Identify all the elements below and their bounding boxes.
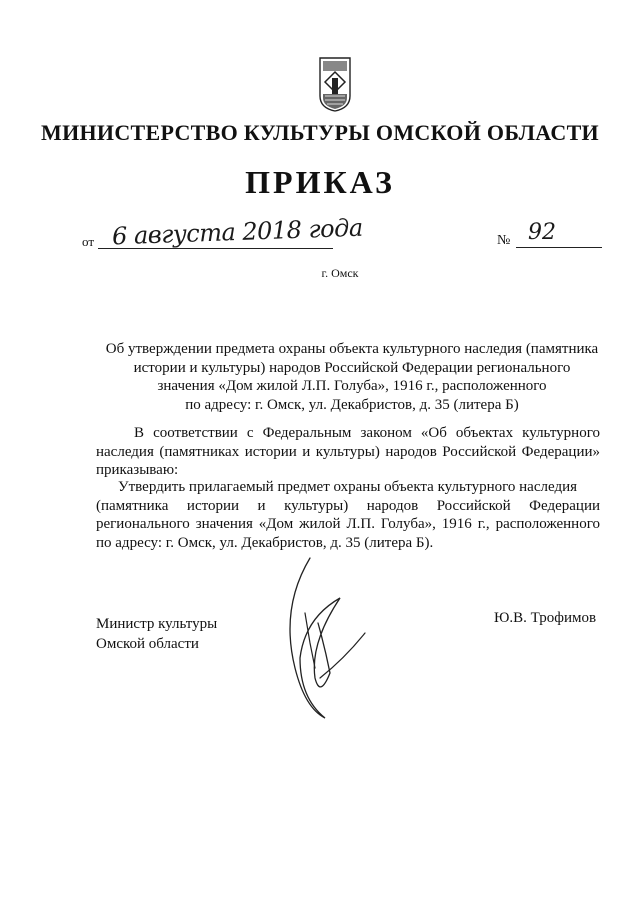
minister-position [96,614,217,654]
ministry-title: МИНИСТЕРСТВО КУЛЬТУРЫ ОМСКОЙ ОБЛАСТИ [41,120,599,145]
position-line: Омской области [96,636,199,652]
handwritten-signature [270,548,390,728]
legal-basis-paragraph: В соответствии с Федеральным законом «Об объектах культурного наследия (памятниках истории и культуры) народов Российской Федерации» приказываю: [96,425,600,478]
minister-name: Ю.В. Трофимов [494,610,597,626]
directive-first-line: Утвердить прилагаемый предмет охраны объекта культурного наследия [118,479,578,495]
date-prefix: от [82,234,95,249]
number-underline [516,247,602,248]
order-subject [82,340,622,414]
subject-line: истории и культуры) народов Российской Федерации регионального [133,359,571,376]
document-type-title: ПРИКАЗ [245,164,395,200]
handwritten-number: 92 [528,220,556,245]
subject-line: Об утверждении предмета охраны объекта культурного наследия (памятника [105,341,599,357]
omsk-coat-of-arms-icon [318,56,352,112]
number-prefix: № [497,233,511,248]
order-directive-paragraph [96,478,600,552]
directive-rest: (памятника истории и культуры) народов Российской Федерации регионального значения «Дом жилой Л.П. Голуба», 1916 г., расположенного по адресу: г. Омск, ул. Декабристов, д. 35 (литера Б). [96,497,600,551]
position-line: Министр культуры [96,616,218,632]
subject-line: по адресу: г. Омск, ул. Декабристов, д. 35 (литера Б) [185,396,519,413]
subject-line: значения «Дом жилой Л.П. Голуба», 1916 г., расположенного [157,378,547,394]
handwritten-date: 6 августа 2018 года [111,213,364,251]
city-label: г. Омск [321,266,359,280]
